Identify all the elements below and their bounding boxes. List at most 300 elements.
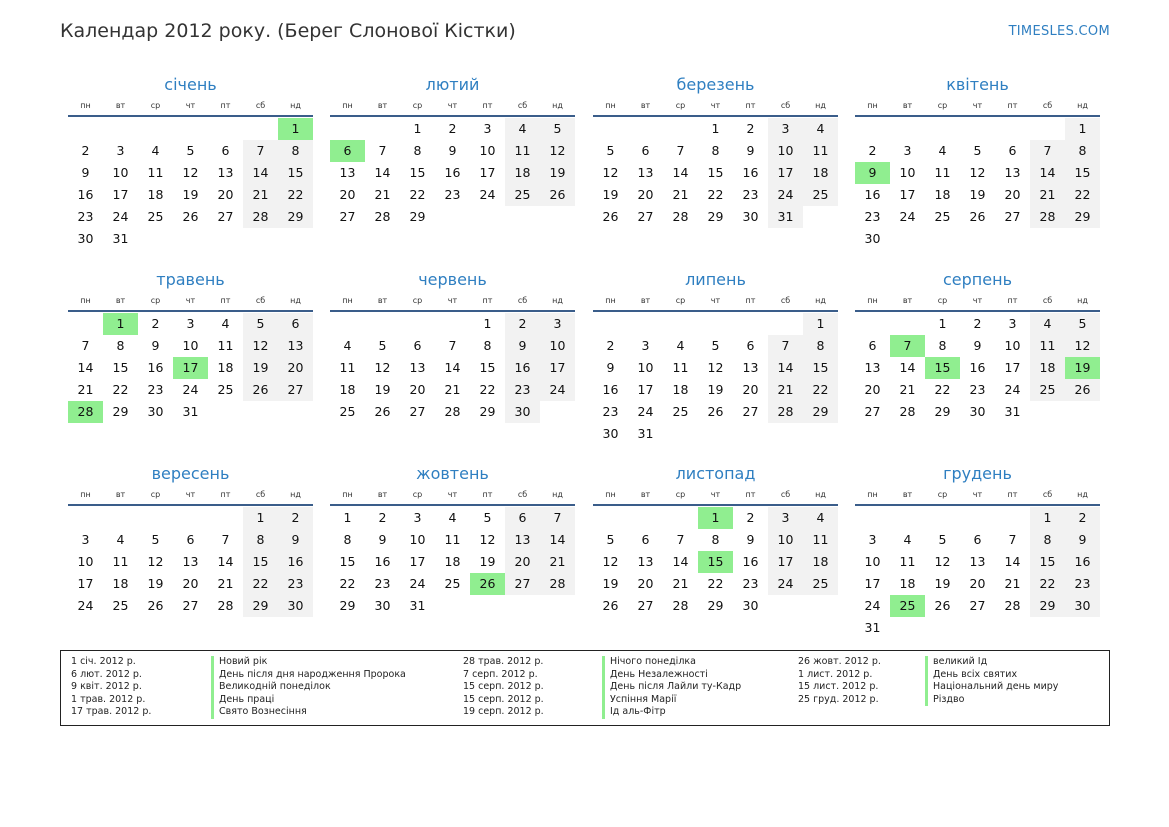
day-cell: 30 xyxy=(742,209,759,224)
day-cell: 10 xyxy=(637,360,654,375)
day-cell: 5 xyxy=(540,118,575,140)
day-cell: 7 xyxy=(221,532,230,547)
empty-cell xyxy=(330,118,365,140)
weekday-label: вт xyxy=(377,296,388,305)
day-grid xyxy=(330,313,575,423)
day-cell: 20 xyxy=(339,187,356,202)
day-cell: 12 xyxy=(602,165,619,180)
weekday-label: пн xyxy=(342,101,353,110)
day-cell: 6 xyxy=(641,143,650,158)
day-cell: 23 xyxy=(278,573,313,595)
day-cell: 7 xyxy=(1030,140,1065,162)
legend-holiday: День праці xyxy=(211,694,406,707)
day-cell: 9 xyxy=(1065,529,1100,551)
weekday-label: нд xyxy=(1077,296,1088,305)
day-cell: 18 xyxy=(672,382,689,397)
day-cell: 19 xyxy=(182,187,199,202)
weekday-label: ср xyxy=(412,490,423,499)
day-cell: 21 xyxy=(540,551,575,573)
day-cell: 1 xyxy=(243,507,278,529)
weekday-label: чт xyxy=(185,490,196,499)
day-cell: 12 xyxy=(374,360,391,375)
weekday-label: сб xyxy=(1042,296,1053,305)
day-cell: 28 xyxy=(444,404,461,419)
day-cell: 13 xyxy=(864,360,881,375)
day-cell: 10 xyxy=(409,532,426,547)
day-cell: 29 xyxy=(278,206,313,228)
day-cell: 23 xyxy=(969,382,986,397)
day-cell: 13 xyxy=(505,529,540,551)
day-cell: 2 xyxy=(746,510,755,525)
day-cell: 21 xyxy=(77,382,94,397)
weekday-label: чт xyxy=(972,296,983,305)
weekday-label: нд xyxy=(552,101,563,110)
day-cell: 25 xyxy=(217,382,234,397)
day-cell: 16 xyxy=(147,360,164,375)
legend-date: 15 серп. 2012 р. xyxy=(463,681,544,692)
day-cell: 3 xyxy=(1008,316,1017,331)
day-cell: 11 xyxy=(444,532,461,547)
day-cell: 12 xyxy=(243,335,278,357)
day-cell: 3 xyxy=(413,510,422,525)
day-cell: 7 xyxy=(378,143,387,158)
weekday-header xyxy=(593,488,838,502)
legend-col1-names xyxy=(211,656,406,719)
weekday-label: пт xyxy=(220,490,231,499)
day-cell: 11 xyxy=(803,529,838,551)
day-cell: 31 xyxy=(637,426,654,441)
weekday-label: нд xyxy=(290,490,301,499)
day-cell: 27 xyxy=(278,379,313,401)
day-cell: 3 xyxy=(483,121,492,136)
day-cell: 29 xyxy=(409,209,426,224)
day-cell: 11 xyxy=(339,360,356,375)
day-cell: 27 xyxy=(409,404,426,419)
weekday-header xyxy=(593,294,838,308)
weekday-header xyxy=(330,99,575,113)
day-cell: 4 xyxy=(1030,313,1065,335)
day-cell: 21 xyxy=(217,576,234,591)
day-cell: 13 xyxy=(217,165,234,180)
day-cell: 17 xyxy=(112,187,129,202)
day-cell: 13 xyxy=(278,335,313,357)
empty-cell xyxy=(995,118,1030,140)
day-cell: 27 xyxy=(1004,209,1021,224)
weekday-label: вт xyxy=(115,101,126,110)
empty-cell xyxy=(68,118,103,140)
day-cell: 14 xyxy=(217,554,234,569)
day-cell: 28 xyxy=(768,401,803,423)
legend-holiday: День всіх святих xyxy=(925,669,1058,682)
day-cell: 7 xyxy=(540,507,575,529)
day-cell: 26 xyxy=(374,404,391,419)
day-cell: 30 xyxy=(864,231,881,246)
day-cell: 12 xyxy=(707,360,724,375)
day-cell: 31 xyxy=(768,206,803,228)
weekday-label: чт xyxy=(710,101,721,110)
day-cell: 28 xyxy=(217,598,234,613)
weekday-label: пт xyxy=(220,296,231,305)
day-cell: 20 xyxy=(505,551,540,573)
day-cell: 31 xyxy=(864,620,881,635)
weekday-header xyxy=(68,488,313,502)
day-cell: 20 xyxy=(278,357,313,379)
weekday-label: сб xyxy=(255,296,266,305)
month-name: листопад xyxy=(675,464,756,483)
month-12 xyxy=(855,463,1100,639)
empty-cell xyxy=(698,313,733,335)
weekday-label: чт xyxy=(710,296,721,305)
day-cell: 3 xyxy=(81,532,90,547)
day-cell: 9 xyxy=(151,338,160,353)
day-cell: 19 xyxy=(707,382,724,397)
legend-holiday: Ід аль-Фітр xyxy=(602,706,741,719)
day-cell: 10 xyxy=(77,554,94,569)
day-cell: 24 xyxy=(768,573,803,595)
day-cell: 11 xyxy=(672,360,689,375)
day-cell: 28 xyxy=(374,209,391,224)
day-cell: 17 xyxy=(409,554,426,569)
day-grid xyxy=(593,313,838,445)
day-cell: 13 xyxy=(969,554,986,569)
day-cell: 18 xyxy=(339,382,356,397)
day-cell: 23 xyxy=(77,209,94,224)
holiday-day: 9 xyxy=(855,162,890,184)
weekday-header xyxy=(330,488,575,502)
day-cell: 15 xyxy=(339,554,356,569)
day-cell: 23 xyxy=(374,576,391,591)
month-divider xyxy=(68,115,313,117)
day-cell: 23 xyxy=(742,576,759,591)
day-cell: 29 xyxy=(243,595,278,617)
day-cell: 7 xyxy=(676,143,685,158)
weekday-label: пт xyxy=(1007,490,1018,499)
day-cell: 27 xyxy=(339,209,356,224)
empty-cell xyxy=(68,507,103,529)
day-cell: 29 xyxy=(707,598,724,613)
day-cell: 30 xyxy=(77,231,94,246)
day-cell: 26 xyxy=(1065,379,1100,401)
day-cell: 5 xyxy=(378,338,387,353)
weekday-label: ср xyxy=(675,296,686,305)
day-cell: 4 xyxy=(221,316,230,331)
day-cell: 8 xyxy=(278,140,313,162)
day-cell: 16 xyxy=(969,360,986,375)
day-cell: 14 xyxy=(444,360,461,375)
weekday-label: вт xyxy=(902,490,913,499)
weekday-label: чт xyxy=(447,296,458,305)
empty-cell xyxy=(768,313,803,335)
weekday-label: вт xyxy=(902,101,913,110)
holiday-legend xyxy=(60,650,1110,726)
day-cell: 3 xyxy=(186,316,195,331)
holiday-day: 26 xyxy=(470,573,505,595)
empty-cell xyxy=(855,507,890,529)
day-cell: 20 xyxy=(864,382,881,397)
day-cell: 20 xyxy=(182,576,199,591)
day-cell: 2 xyxy=(448,121,457,136)
day-cell: 20 xyxy=(742,382,759,397)
empty-cell xyxy=(68,313,103,335)
weekday-label: сб xyxy=(517,490,528,499)
day-cell: 30 xyxy=(147,404,164,419)
day-cell: 19 xyxy=(934,576,951,591)
empty-cell xyxy=(208,507,243,529)
day-cell: 15 xyxy=(409,165,426,180)
weekday-header xyxy=(68,99,313,113)
empty-cell xyxy=(663,507,698,529)
month-divider xyxy=(330,115,575,117)
day-cell: 25 xyxy=(505,184,540,206)
month-name: грудень xyxy=(943,464,1012,483)
day-cell: 23 xyxy=(147,382,164,397)
day-cell: 6 xyxy=(186,532,195,547)
empty-cell xyxy=(855,313,890,335)
day-cell: 11 xyxy=(112,554,129,569)
weekday-label: вт xyxy=(640,101,651,110)
day-cell: 12 xyxy=(602,554,619,569)
day-cell: 6 xyxy=(973,532,982,547)
holiday-day: 15 xyxy=(925,357,960,379)
day-cell: 9 xyxy=(81,165,90,180)
month-name: серпень xyxy=(943,270,1012,289)
weekday-label: вт xyxy=(377,101,388,110)
day-cell: 9 xyxy=(378,532,387,547)
day-cell: 28 xyxy=(1004,598,1021,613)
day-cell: 15 xyxy=(803,357,838,379)
day-grid xyxy=(68,118,313,250)
weekday-label: сб xyxy=(780,296,791,305)
day-cell: 7 xyxy=(676,532,685,547)
legend-holiday: Нічого понеділка xyxy=(602,656,741,669)
day-cell: 8 xyxy=(803,335,838,357)
day-cell: 6 xyxy=(868,338,877,353)
day-cell: 24 xyxy=(899,209,916,224)
empty-cell xyxy=(663,118,698,140)
day-cell: 23 xyxy=(864,209,881,224)
day-cell: 25 xyxy=(444,576,461,591)
weekday-label: нд xyxy=(1077,490,1088,499)
weekday-label: нд xyxy=(552,490,563,499)
month-divider xyxy=(855,310,1100,312)
weekday-label: чт xyxy=(185,101,196,110)
weekday-label: вт xyxy=(640,296,651,305)
weekday-label: чт xyxy=(710,490,721,499)
day-cell: 2 xyxy=(606,338,615,353)
day-cell: 16 xyxy=(444,165,461,180)
day-cell: 4 xyxy=(676,338,685,353)
day-grid xyxy=(68,313,313,423)
day-cell: 10 xyxy=(899,165,916,180)
weekday-label: нд xyxy=(815,101,826,110)
day-cell: 14 xyxy=(1004,554,1021,569)
day-cell: 13 xyxy=(1004,165,1021,180)
empty-cell xyxy=(628,507,663,529)
weekday-label: ср xyxy=(150,296,161,305)
day-cell: 22 xyxy=(278,184,313,206)
day-cell: 21 xyxy=(374,187,391,202)
day-cell: 3 xyxy=(641,338,650,353)
weekday-label: чт xyxy=(447,490,458,499)
day-cell: 26 xyxy=(540,184,575,206)
day-cell: 22 xyxy=(409,187,426,202)
month-divider xyxy=(330,310,575,312)
weekday-label: пт xyxy=(482,296,493,305)
day-cell: 4 xyxy=(803,118,838,140)
day-cell: 18 xyxy=(217,360,234,375)
weekday-label: сб xyxy=(255,101,266,110)
month-name: січень xyxy=(164,75,217,94)
weekday-label: нд xyxy=(1077,101,1088,110)
month-name: жовтень xyxy=(416,464,489,483)
day-cell: 18 xyxy=(147,187,164,202)
day-cell: 17 xyxy=(1004,360,1021,375)
day-cell: 1 xyxy=(483,316,492,331)
month-name: березень xyxy=(676,75,755,94)
day-cell: 6 xyxy=(1008,143,1017,158)
day-cell: 25 xyxy=(934,209,951,224)
day-cell: 24 xyxy=(540,379,575,401)
weekday-label: нд xyxy=(815,490,826,499)
day-cell: 19 xyxy=(602,576,619,591)
holiday-day: 15 xyxy=(698,551,733,573)
day-cell: 11 xyxy=(934,165,951,180)
weekday-label: пн xyxy=(867,101,878,110)
month-name: вересень xyxy=(151,464,230,483)
day-cell: 22 xyxy=(479,382,496,397)
weekday-label: пт xyxy=(745,101,756,110)
day-cell: 30 xyxy=(374,598,391,613)
day-cell: 28 xyxy=(672,598,689,613)
day-cell: 1 xyxy=(343,510,352,525)
holiday-day: 7 xyxy=(890,335,925,357)
day-cell: 16 xyxy=(1065,551,1100,573)
day-cell: 13 xyxy=(637,554,654,569)
empty-cell xyxy=(890,118,925,140)
empty-cell xyxy=(628,118,663,140)
day-cell: 5 xyxy=(483,510,492,525)
empty-cell xyxy=(593,313,628,335)
empty-cell xyxy=(628,313,663,335)
day-cell: 10 xyxy=(768,529,803,551)
weekday-label: ср xyxy=(150,101,161,110)
empty-cell xyxy=(435,313,470,335)
day-cell: 24 xyxy=(864,598,881,613)
day-cell: 8 xyxy=(483,338,492,353)
day-cell: 3 xyxy=(116,143,125,158)
day-cell: 15 xyxy=(278,162,313,184)
weekday-label: вт xyxy=(377,490,388,499)
legend-holiday: Великодній понеділок xyxy=(211,681,406,694)
day-cell: 16 xyxy=(278,551,313,573)
legend-holiday: Свято Вознесіння xyxy=(211,706,406,719)
day-cell: 2 xyxy=(973,316,982,331)
month-divider xyxy=(68,504,313,506)
day-cell: 5 xyxy=(606,532,615,547)
day-cell: 21 xyxy=(899,382,916,397)
day-cell: 16 xyxy=(742,554,759,569)
day-cell: 19 xyxy=(243,357,278,379)
day-cell: 12 xyxy=(147,554,164,569)
day-cell: 5 xyxy=(711,338,720,353)
weekday-label: сб xyxy=(1042,101,1053,110)
empty-cell xyxy=(173,118,208,140)
month-divider xyxy=(330,504,575,506)
month-1 xyxy=(68,74,313,250)
weekday-label: нд xyxy=(290,101,301,110)
day-cell: 20 xyxy=(969,576,986,591)
day-cell: 3 xyxy=(540,313,575,335)
day-cell: 2 xyxy=(151,316,160,331)
month-2 xyxy=(330,74,575,228)
day-cell: 19 xyxy=(602,187,619,202)
day-cell: 24 xyxy=(1004,382,1021,397)
day-cell: 21 xyxy=(444,382,461,397)
month-8 xyxy=(855,269,1100,423)
empty-cell xyxy=(103,507,138,529)
day-cell: 7 xyxy=(243,140,278,162)
weekday-header xyxy=(855,99,1100,113)
day-cell: 1 xyxy=(1030,507,1065,529)
day-cell: 24 xyxy=(637,404,654,419)
day-cell: 26 xyxy=(934,598,951,613)
day-grid xyxy=(855,118,1100,250)
day-cell: 13 xyxy=(409,360,426,375)
month-10 xyxy=(330,463,575,617)
day-cell: 21 xyxy=(243,184,278,206)
day-cell: 2 xyxy=(278,507,313,529)
day-cell: 18 xyxy=(444,554,461,569)
day-cell: 2 xyxy=(81,143,90,158)
day-cell: 24 xyxy=(77,598,94,613)
month-6 xyxy=(330,269,575,423)
weekday-label: вт xyxy=(902,296,913,305)
day-cell: 27 xyxy=(742,404,759,419)
day-cell: 30 xyxy=(742,598,759,613)
legend-holiday: День після Лайли ту-Кадр xyxy=(602,681,741,694)
day-cell: 6 xyxy=(413,338,422,353)
holiday-day: 17 xyxy=(173,357,208,379)
day-cell: 12 xyxy=(540,140,575,162)
day-cell: 24 xyxy=(409,576,426,591)
holiday-day: 1 xyxy=(103,313,138,335)
day-cell: 14 xyxy=(243,162,278,184)
month-divider xyxy=(593,310,838,312)
day-cell: 11 xyxy=(147,165,164,180)
day-cell: 8 xyxy=(938,338,947,353)
weekday-header xyxy=(855,294,1100,308)
day-cell: 18 xyxy=(899,576,916,591)
day-cell: 11 xyxy=(1030,335,1065,357)
day-cell: 18 xyxy=(1030,357,1065,379)
site-link[interactable]: TIMESLES.COM xyxy=(1008,24,1110,39)
day-cell: 14 xyxy=(540,529,575,551)
day-cell: 17 xyxy=(768,551,803,573)
day-cell: 25 xyxy=(1030,379,1065,401)
day-cell: 17 xyxy=(768,162,803,184)
weekday-label: пт xyxy=(220,101,231,110)
weekday-label: ср xyxy=(412,101,423,110)
weekday-header xyxy=(855,488,1100,502)
day-cell: 3 xyxy=(768,507,803,529)
weekday-label: пт xyxy=(745,490,756,499)
empty-cell xyxy=(925,507,960,529)
day-cell: 25 xyxy=(339,404,356,419)
day-cell: 18 xyxy=(934,187,951,202)
day-cell: 12 xyxy=(969,165,986,180)
day-cell: 3 xyxy=(903,143,912,158)
day-cell: 6 xyxy=(505,507,540,529)
